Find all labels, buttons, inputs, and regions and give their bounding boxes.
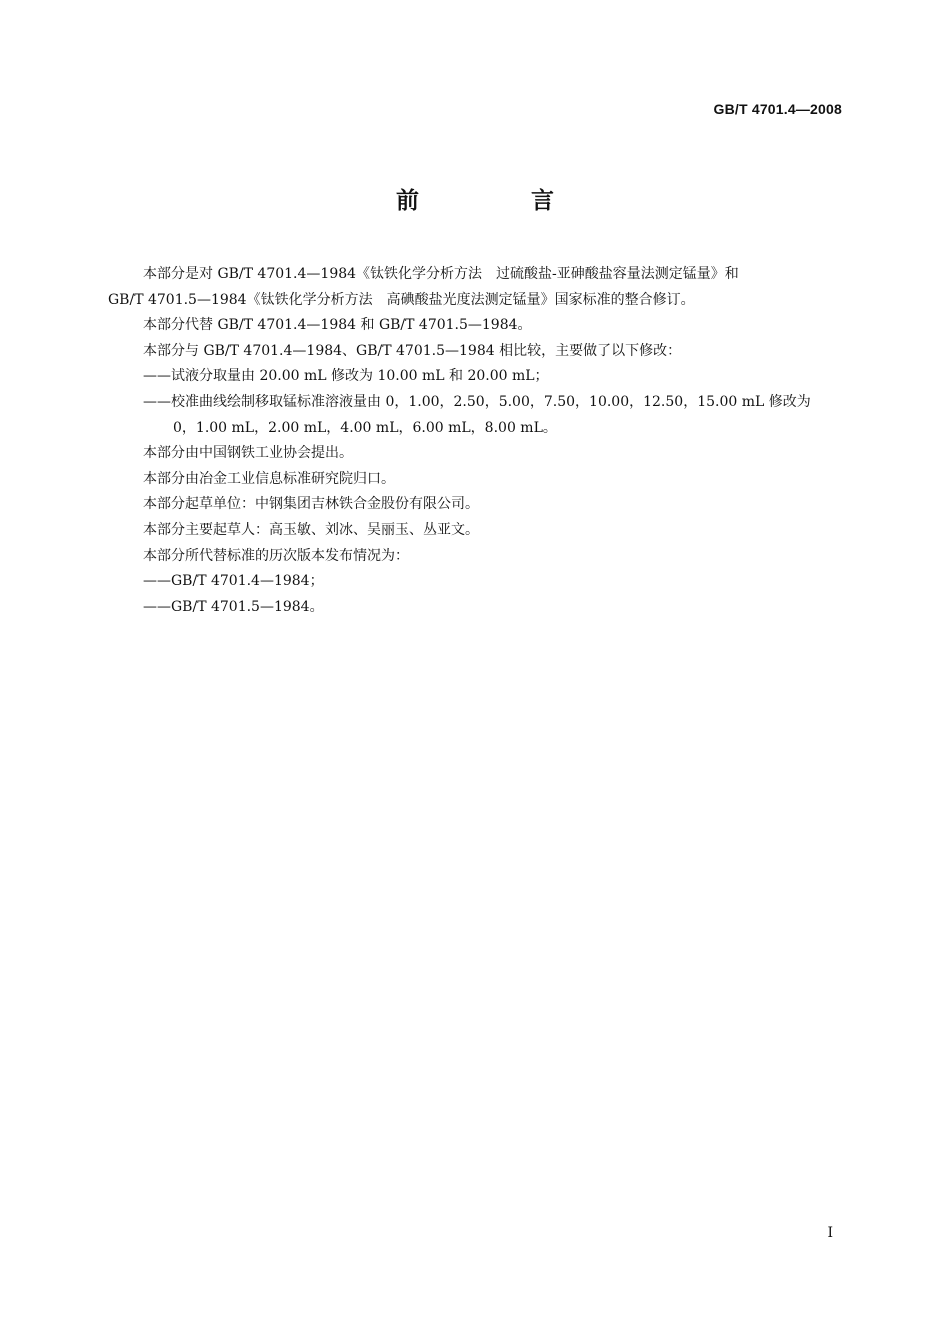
- paragraph-changes-intro: 本部分与 GB/T 4701.4—1984、GB/T 4701.5—1984 相比较，主要做了以下修改：: [143, 342, 682, 359]
- list-item-change-1: ——试液分取量由 20.00 mL 修改为 10.00 mL 和 20.00 mL；: [143, 368, 549, 385]
- page-title: 前 言: [395, 188, 606, 214]
- paragraph-proposer: 本部分由中国钢铁工业协会提出。: [143, 445, 353, 462]
- paragraph-drafting-unit: 本部分起草单位：中钢集团吉林铁合金股份有限公司。: [143, 496, 479, 513]
- list-item-history-2: ——GB/T 4701.5—1984。: [143, 598, 324, 615]
- standard-code: GB/T 4701.4—2008: [713, 101, 842, 117]
- list-item-history-1: ——GB/T 4701.4—1984；: [143, 573, 324, 590]
- paragraph-drafters: 本部分主要起草人：高玉敏、刘冰、吴丽玉、丛亚文。: [143, 521, 479, 538]
- paragraph-revision-line-1: 本部分是对 GB/T 4701.4—1984《钛铁化学分析方法 过硫酸盐-亚砷酸盐容量法测定锰量》和: [143, 266, 739, 282]
- preface-body: [108, 262, 843, 620]
- page-number: I: [827, 1225, 833, 1241]
- paragraph-revision-line-2: GB/T 4701.5—1984《钛铁化学分析方法 高碘酸盐光度法测定锰量》国家标准的整合修订。: [108, 291, 695, 308]
- list-item-change-2-line-1: ——校准曲线绘制移取锰标准溶液量由 0，1.00，2.50，5.00，7.50，10.00，12.50，15.00 mL 修改为: [143, 393, 811, 410]
- paragraph-responsible-unit: 本部分由冶金工业信息标准研究院归口。: [143, 470, 395, 487]
- list-item-change-2-line-2: 0，1.00 mL，2.00 mL，4.00 mL，6.00 mL，8.00 mL。: [173, 419, 557, 436]
- paragraph-history-intro: 本部分所代替标准的历次版本发布情况为：: [143, 547, 409, 564]
- paragraph-replaces: 本部分代替 GB/T 4701.4—1984 和 GB/T 4701.5—1984。: [143, 317, 532, 334]
